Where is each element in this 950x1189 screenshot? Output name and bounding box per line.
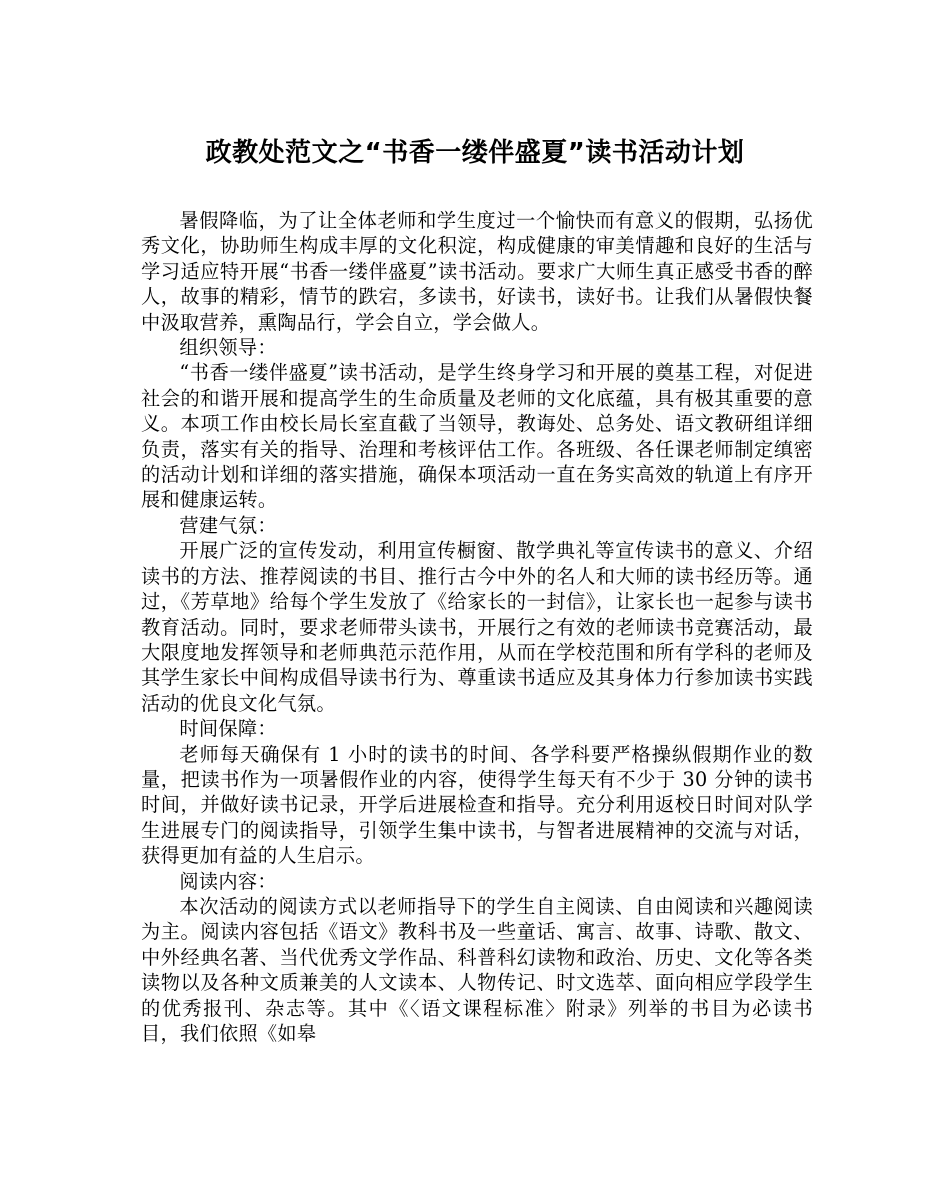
document-body xyxy=(141,208,813,1046)
paragraph-intro: 暑假降临，为了让全体老师和学生度过一个愉快而有意义的假期，弘扬优秀文化，协助师生构成丰厚的文化积淀，构成健康的审美情趣和良好的生活与学习适应特开展“书香一缕伴盛夏”读书活动。要求广大师生真正感受书香的醉人，故事的精彩，情节的跌宕，多读书，好读书，读好书。让我们从暑假快餐中汲取营养，熏陶品行，学会自立，学会做人。 xyxy=(141,209,813,334)
section-heading-organization: 组织领导： xyxy=(179,336,277,360)
section-heading-atmosphere: 营建气氛： xyxy=(179,513,277,537)
paragraph-content: 本次活动的阅读方式以老师指导下的学生自主阅读、自由阅读和兴趣阅读为主。阅读内容包括《语文》教科书及一些童话、寓言、故事、诗歌、散文、中外经典名著、当代优秀文学作品、科普科幻读物和政治、历史、文化等各类读物以及各种文质兼美的人文读本、人物传记、时文选萃、面向相应学段学生的优秀报刊、杂志等。其中《〈语文课程标准〉附录》列举的书目为必读书目，我们依照《如皋 xyxy=(141,894,813,1045)
section-heading-content: 阅读内容： xyxy=(179,869,277,893)
paragraph-time: 老师每天确保有 1 小时的读书的时间、各学科要严格操纵假期作业的数量，把读书作为一项暑假作业的内容，使得学生每天有不少于 30 分钟的读书时间，并做好读书记录，开学后进展检查和指导。充分利用返校日时间对队学生进展专门的阅读指导，引领学生集中读书，与智者进展精神的交流与对话，获得更加有益的人生启示。 xyxy=(141,742,813,868)
paragraph-organization: “书香一缕伴盛夏”读书活动，是学生终身学习和开展的奠基工程，对促进社会的和谐开展和提高学生的生命质量及老师的文化底蕴，具有极其重要的意义。本项工作由校长局长室直截了当领导，教诲处、总务处、语文教研组详细负责，落实有关的指导、治理和考核评估工作。各班级、各任课老师制定缜密的活动计划和详细的落实措施，确保本项活动一直在务实高效的轨道上有序开展和健康运转。 xyxy=(141,361,813,512)
paragraph-atmosphere: 开展广泛的宣传发动，利用宣传橱窗、散学典礼等宣传读书的意义、介绍读书的方法、推荐阅读的书目、推行古今中外的名人和大师的读书经历等。通过，《芳草地》给每个学生发放了《给家长的一封信》，让家长也一起参与读书教育活动。同时，要求老师带头读书，开展行之有效的老师读书竞赛活动，最大限度地发挥领导和老师典范示范作用，从而在学校范围和所有学科的老师及其学生家长中间构成倡导读书行为、尊重读书适应及其身体力行参加读书实践活动的优良文化气氛。 xyxy=(141,539,813,715)
section-heading-time: 时间保障： xyxy=(179,717,277,741)
document-title: 政教处范文之“书香一缕伴盛夏”读书活动计划 xyxy=(205,138,745,168)
